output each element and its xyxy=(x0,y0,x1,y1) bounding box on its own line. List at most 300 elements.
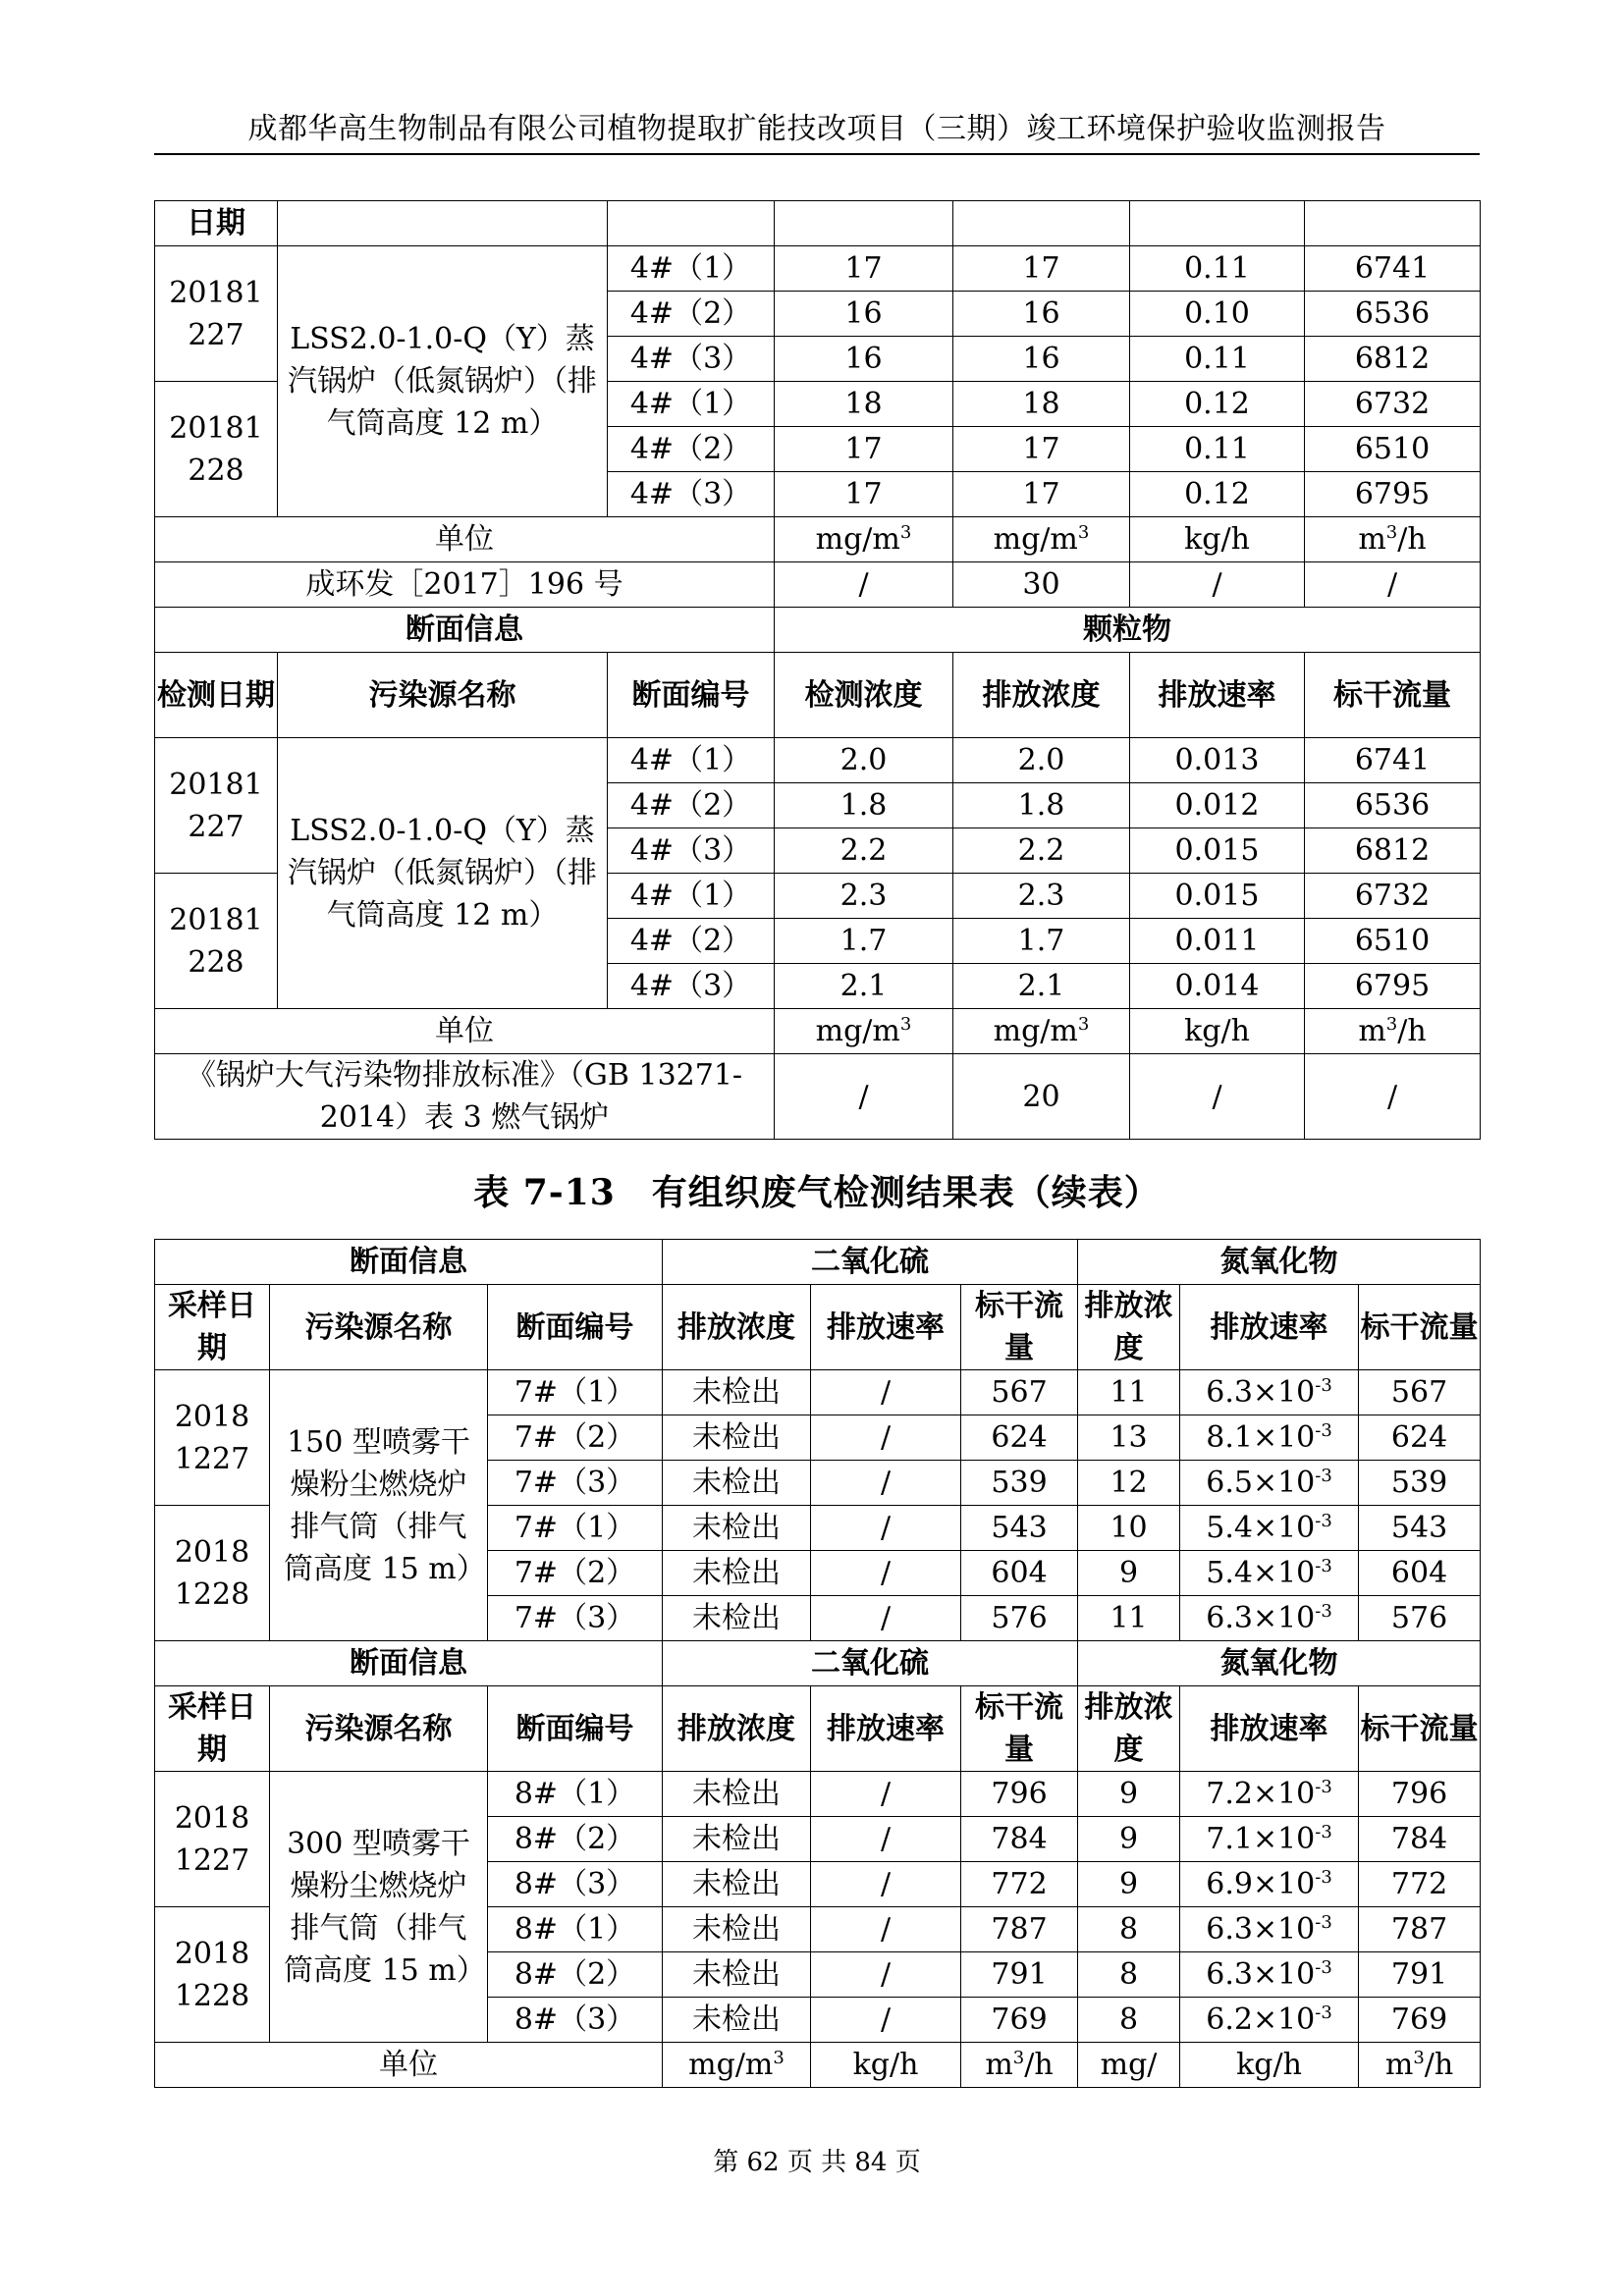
value-cell: 0.015 xyxy=(1130,874,1305,919)
so2-header: 二氧化硫 xyxy=(663,1240,1078,1285)
value-cell: 8 xyxy=(1078,1952,1180,1998)
date-line: 227 xyxy=(188,809,244,844)
table-row xyxy=(155,246,1481,292)
value-cell: 6510 xyxy=(1305,427,1481,472)
value-cell: 576 xyxy=(1359,1596,1481,1641)
unit-sup: 3 xyxy=(1413,2048,1425,2068)
value-cell: / xyxy=(811,1952,961,1998)
date-line: 1228 xyxy=(174,1576,250,1612)
date-line: 227 xyxy=(188,317,244,352)
date-cell xyxy=(155,246,278,382)
date-cell xyxy=(155,1907,270,2043)
value-cell xyxy=(1180,1952,1359,1998)
section-info-header: 断面信息 xyxy=(155,1641,663,1686)
standard-value: / xyxy=(1305,562,1481,608)
unit-row xyxy=(155,517,1481,562)
value-cell: 539 xyxy=(961,1461,1078,1506)
value-cell xyxy=(1180,1862,1359,1907)
unit-cell xyxy=(775,1009,953,1054)
date-cell xyxy=(155,1506,270,1641)
date-line: 228 xyxy=(188,944,244,980)
value-cell: 604 xyxy=(1359,1551,1481,1596)
value-cell: 16 xyxy=(775,292,953,337)
so2-header: 二氧化硫 xyxy=(663,1641,1078,1686)
rate-exp: -3 xyxy=(1315,1867,1332,1888)
value-cell: 未检出 xyxy=(663,1952,811,1998)
unit-text: m xyxy=(985,2048,1013,2082)
value-cell: 2.3 xyxy=(953,874,1130,919)
rate-base: 8.1×10 xyxy=(1206,1420,1316,1455)
value-cell: / xyxy=(811,1551,961,1596)
unit-sup: 3 xyxy=(1077,1014,1090,1035)
value-cell: 787 xyxy=(961,1907,1078,1952)
value-cell: 784 xyxy=(1359,1817,1481,1862)
value-cell: 6536 xyxy=(1305,292,1481,337)
unit-text: /h xyxy=(1397,522,1427,557)
col-section: 断面编号 xyxy=(608,653,775,738)
value-cell: 787 xyxy=(1359,1907,1481,1952)
section-header-row xyxy=(155,1641,1481,1686)
value-cell: / xyxy=(811,1506,961,1551)
col-date: 采样日期 xyxy=(155,1285,270,1370)
rate-base: 6.9×10 xyxy=(1206,1867,1316,1901)
date-line: 20181 xyxy=(169,275,263,310)
value-cell: 0.015 xyxy=(1130,828,1305,874)
value-cell: 543 xyxy=(961,1506,1078,1551)
unit-cell: mg/ xyxy=(1078,2043,1180,2088)
rate-exp: -3 xyxy=(1315,1912,1332,1933)
value-cell: 2.2 xyxy=(953,828,1130,874)
page-footer: 第 62 页 共 84 页 xyxy=(713,2148,921,2177)
date-line: 1227 xyxy=(174,1842,250,1878)
rate-exp: -3 xyxy=(1315,1375,1332,1396)
value-cell: 13 xyxy=(1078,1415,1180,1461)
nox-header: 氮氧化物 xyxy=(1078,1240,1481,1285)
value-cell: 10 xyxy=(1078,1506,1180,1551)
value-cell: 0.11 xyxy=(1130,427,1305,472)
standard-value: / xyxy=(1305,1054,1481,1140)
unit-cell xyxy=(1305,517,1481,562)
value-cell: 17 xyxy=(775,472,953,517)
value-cell: 0.011 xyxy=(1130,919,1305,964)
value-cell: 624 xyxy=(1359,1415,1481,1461)
value-cell: 未检出 xyxy=(663,1772,811,1817)
value-cell xyxy=(1180,1998,1359,2043)
emission-table-dryer xyxy=(154,1239,1481,2088)
value-cell: / xyxy=(811,1998,961,2043)
standard-row xyxy=(155,562,1481,608)
value-cell: 16 xyxy=(953,292,1130,337)
nox-header: 氮氧化物 xyxy=(1078,1641,1481,1686)
date-cell xyxy=(155,738,278,874)
rate-base: 6.2×10 xyxy=(1206,2002,1316,2037)
source-name-cell: 150 型喷雾干燥粉尘燃烧炉排气筒（排气筒高度 15 m） xyxy=(270,1370,488,1641)
section-info-header: 断面信息 xyxy=(155,608,775,653)
value-cell xyxy=(1180,1551,1359,1596)
rate-base: 6.5×10 xyxy=(1206,1466,1316,1500)
value-cell: 2.0 xyxy=(953,738,1130,783)
unit-text: /h xyxy=(1424,2048,1454,2082)
col-emission-rate: 排放速率 xyxy=(1130,653,1305,738)
unit-text: mg/m xyxy=(688,2048,774,2082)
unit-cell xyxy=(1305,1009,1481,1054)
value-cell: 772 xyxy=(961,1862,1078,1907)
emission-table-boiler xyxy=(154,200,1481,1140)
value-cell: 539 xyxy=(1359,1461,1481,1506)
unit-text: m xyxy=(1358,522,1386,557)
value-cell: 6510 xyxy=(1305,919,1481,964)
section-cell: 8#（1） xyxy=(488,1907,663,1952)
section-cell: 4#（3） xyxy=(608,337,775,382)
value-cell: / xyxy=(811,1596,961,1641)
col-source: 污染源名称 xyxy=(278,653,608,738)
date-cell xyxy=(155,874,278,1009)
value-cell: 2.1 xyxy=(953,964,1130,1009)
col-nox-rate: 排放速率 xyxy=(1180,1285,1359,1370)
value-cell: 12 xyxy=(1078,1461,1180,1506)
value-cell: 未检出 xyxy=(663,1596,811,1641)
column-header-row xyxy=(155,653,1481,738)
value-cell: 784 xyxy=(961,1817,1078,1862)
value-cell xyxy=(1180,1506,1359,1551)
value-cell: 8 xyxy=(1078,1907,1180,1952)
standard-label: 《锅炉大气污染物排放标准》（GB 13271-2014）表 3 燃气锅炉 xyxy=(155,1054,775,1140)
value-cell: 11 xyxy=(1078,1596,1180,1641)
value-cell: 17 xyxy=(953,427,1130,472)
value-cell: 796 xyxy=(961,1772,1078,1817)
col-source: 污染源名称 xyxy=(270,1686,488,1772)
col-so2-flow: 标干流量 xyxy=(961,1686,1078,1772)
value-cell: 6795 xyxy=(1305,964,1481,1009)
table-row xyxy=(155,1370,1481,1415)
value-cell xyxy=(1180,1415,1359,1461)
value-cell: 0.11 xyxy=(1130,337,1305,382)
value-cell: 17 xyxy=(953,246,1130,292)
col-section: 断面编号 xyxy=(488,1285,663,1370)
unit-cell: kg/h xyxy=(811,2043,961,2088)
value-cell: 9 xyxy=(1078,1772,1180,1817)
column-header-row xyxy=(155,1285,1481,1370)
date-cell xyxy=(155,382,278,517)
unit-cell xyxy=(953,517,1130,562)
value-cell: 0.012 xyxy=(1130,783,1305,828)
rate-base: 7.2×10 xyxy=(1206,1777,1316,1811)
value-cell: 未检出 xyxy=(663,1817,811,1862)
value-cell: 576 xyxy=(961,1596,1078,1641)
unit-label: 单位 xyxy=(155,517,775,562)
unit-text: mg/m xyxy=(993,522,1078,557)
unit-cell: kg/h xyxy=(1130,517,1305,562)
col-flow: 标干流量 xyxy=(1305,653,1481,738)
section-cell: 7#（3） xyxy=(488,1596,663,1641)
value-cell: 772 xyxy=(1359,1862,1481,1907)
value-cell: 6795 xyxy=(1305,472,1481,517)
value-cell: 769 xyxy=(1359,1998,1481,2043)
section-cell: 4#（3） xyxy=(608,828,775,874)
value-cell: 567 xyxy=(961,1370,1078,1415)
value-cell: 18 xyxy=(953,382,1130,427)
value-cell: 16 xyxy=(953,337,1130,382)
unit-cell xyxy=(961,2043,1078,2088)
pollutant-header: 颗粒物 xyxy=(775,608,1481,653)
date-label-cell: 日期 xyxy=(155,201,278,246)
unit-sup: 3 xyxy=(1385,522,1398,543)
section-header-row xyxy=(155,1240,1481,1285)
value-cell: 2.1 xyxy=(775,964,953,1009)
section-cell: 7#（3） xyxy=(488,1461,663,1506)
col-nox-flow: 标干流量 xyxy=(1359,1686,1481,1772)
value-cell: 6536 xyxy=(1305,783,1481,828)
section-cell: 4#（1） xyxy=(608,246,775,292)
col-date: 采样日期 xyxy=(155,1686,270,1772)
section-cell: 8#（2） xyxy=(488,1952,663,1998)
value-cell: 0.10 xyxy=(1130,292,1305,337)
unit-sup: 3 xyxy=(1077,522,1090,543)
unit-text: /h xyxy=(1397,1014,1427,1048)
value-cell: 0.013 xyxy=(1130,738,1305,783)
rate-base: 6.3×10 xyxy=(1206,1957,1316,1992)
unit-sup: 3 xyxy=(899,522,912,543)
value-cell: 1.8 xyxy=(953,783,1130,828)
value-cell: 2.2 xyxy=(775,828,953,874)
table-row xyxy=(155,738,1481,783)
col-source: 污染源名称 xyxy=(270,1285,488,1370)
value-cell: 6741 xyxy=(1305,738,1481,783)
col-nox-flow: 标干流量 xyxy=(1359,1285,1481,1370)
value-cell: 6812 xyxy=(1305,337,1481,382)
standard-row xyxy=(155,1054,1481,1140)
standard-value: 20 xyxy=(953,1054,1130,1140)
value-cell: 791 xyxy=(961,1952,1078,1998)
value-cell: 8 xyxy=(1078,1998,1180,2043)
value-cell: 11 xyxy=(1078,1370,1180,1415)
section-cell: 4#（2） xyxy=(608,783,775,828)
value-cell: 1.8 xyxy=(775,783,953,828)
header-rule xyxy=(154,153,1480,155)
date-line: 20181 xyxy=(169,410,263,446)
value-cell: 未检出 xyxy=(663,1415,811,1461)
unit-cell xyxy=(775,517,953,562)
value-cell: 0.12 xyxy=(1130,472,1305,517)
source-name-cell: 300 型喷雾干燥粉尘燃烧炉排气筒（排气筒高度 15 m） xyxy=(270,1772,488,2043)
unit-sup: 3 xyxy=(899,1014,912,1035)
unit-label: 单位 xyxy=(155,2043,663,2088)
date-line: 20181 xyxy=(169,902,263,937)
unit-text: m xyxy=(1384,2048,1414,2082)
value-cell: 604 xyxy=(961,1551,1078,1596)
rate-exp: -3 xyxy=(1315,1822,1332,1842)
section-cell: 4#（2） xyxy=(608,427,775,472)
value-cell xyxy=(1180,1596,1359,1641)
value-cell xyxy=(1180,1772,1359,1817)
section-cell: 8#（1） xyxy=(488,1772,663,1817)
col-emission-conc: 排放浓度 xyxy=(953,653,1130,738)
rate-base: 6.3×10 xyxy=(1206,1375,1316,1410)
section-cell: 8#（3） xyxy=(488,1862,663,1907)
rate-base: 5.4×10 xyxy=(1206,1556,1316,1590)
unit-cell xyxy=(953,1009,1130,1054)
value-cell: 791 xyxy=(1359,1952,1481,1998)
value-cell: 567 xyxy=(1359,1370,1481,1415)
unit-label: 单位 xyxy=(155,1009,775,1054)
section-cell: 7#（1） xyxy=(488,1506,663,1551)
table-caption: 表 7-13 有组织废气检测结果表（续表） xyxy=(473,1172,1161,1213)
section-header-row xyxy=(155,608,1481,653)
value-cell: 0.014 xyxy=(1130,964,1305,1009)
unit-sup: 3 xyxy=(1012,2048,1025,2068)
value-cell: / xyxy=(811,1461,961,1506)
value-cell: 未检出 xyxy=(663,1551,811,1596)
date-line: 1228 xyxy=(174,1978,250,2013)
rate-exp: -3 xyxy=(1315,1466,1332,1486)
unit-text: mg/m xyxy=(993,1014,1078,1048)
unit-row xyxy=(155,1009,1481,1054)
date-line: 20181 xyxy=(169,767,263,802)
section-cell: 8#（3） xyxy=(488,1998,663,2043)
col-so2-rate: 排放速率 xyxy=(811,1285,961,1370)
value-cell: 2.3 xyxy=(775,874,953,919)
value-cell: 6732 xyxy=(1305,382,1481,427)
value-cell: 未检出 xyxy=(663,1370,811,1415)
rate-base: 7.1×10 xyxy=(1206,1822,1316,1856)
unit-sup: 3 xyxy=(773,2048,785,2068)
date-line: 2018 xyxy=(174,1936,250,1971)
col-date: 检测日期 xyxy=(155,653,278,738)
value-cell: 543 xyxy=(1359,1506,1481,1551)
standard-value: 30 xyxy=(953,562,1130,608)
section-cell: 4#（1） xyxy=(608,874,775,919)
table-row xyxy=(155,201,1481,246)
col-so2-rate: 排放速率 xyxy=(811,1686,961,1772)
date-cell xyxy=(155,1772,270,1907)
rate-base: 5.4×10 xyxy=(1206,1511,1316,1545)
col-so2-conc: 排放浓度 xyxy=(663,1285,811,1370)
col-so2-flow: 标干流量 xyxy=(961,1285,1078,1370)
value-cell xyxy=(1180,1370,1359,1415)
section-cell: 7#（2） xyxy=(488,1415,663,1461)
unit-text: /h xyxy=(1024,2048,1054,2082)
unit-sup: 3 xyxy=(1385,1014,1398,1035)
unit-text: m xyxy=(1358,1014,1386,1048)
value-cell: / xyxy=(811,1772,961,1817)
col-so2-conc: 排放浓度 xyxy=(663,1686,811,1772)
standard-value: / xyxy=(1130,1054,1305,1140)
unit-text: mg/m xyxy=(815,522,900,557)
value-cell: 0.11 xyxy=(1130,246,1305,292)
section-cell: 7#（2） xyxy=(488,1551,663,1596)
section-cell: 4#（1） xyxy=(608,738,775,783)
section-cell: 4#（2） xyxy=(608,919,775,964)
col-measured-conc: 检测浓度 xyxy=(775,653,953,738)
value-cell: 1.7 xyxy=(953,919,1130,964)
section-cell: 7#（1） xyxy=(488,1370,663,1415)
rate-exp: -3 xyxy=(1315,1957,1332,1978)
value-cell: 未检出 xyxy=(663,1461,811,1506)
value-cell: 未检出 xyxy=(663,1862,811,1907)
standard-label: 成环发［2017］196 号 xyxy=(155,562,775,608)
value-cell: 9 xyxy=(1078,1551,1180,1596)
rate-base: 6.3×10 xyxy=(1206,1912,1316,1947)
value-cell: / xyxy=(811,1370,961,1415)
standard-value: / xyxy=(775,562,953,608)
value-cell: 未检出 xyxy=(663,1506,811,1551)
value-cell: / xyxy=(811,1862,961,1907)
rate-base: 6.3×10 xyxy=(1206,1601,1316,1635)
value-cell: 6812 xyxy=(1305,828,1481,874)
value-cell: 0.12 xyxy=(1130,382,1305,427)
value-cell xyxy=(1180,1817,1359,1862)
col-nox-rate: 排放速率 xyxy=(1180,1686,1359,1772)
rate-exp: -3 xyxy=(1315,1556,1332,1576)
value-cell: 6741 xyxy=(1305,246,1481,292)
value-cell: 未检出 xyxy=(663,1907,811,1952)
date-cell xyxy=(155,1370,270,1506)
page-header: 成都华高生物制品有限公司植物提取扩能技改项目（三期）竣工环境保护验收监测报告 xyxy=(247,112,1386,146)
rate-exp: -3 xyxy=(1315,1511,1332,1531)
value-cell: 17 xyxy=(775,427,953,472)
value-cell: 2.0 xyxy=(775,738,953,783)
value-cell: 18 xyxy=(775,382,953,427)
value-cell: / xyxy=(811,1817,961,1862)
value-cell: 1.7 xyxy=(775,919,953,964)
value-cell: 未检出 xyxy=(663,1998,811,2043)
unit-cell: kg/h xyxy=(1130,1009,1305,1054)
section-cell: 4#（3） xyxy=(608,472,775,517)
rate-exp: -3 xyxy=(1315,1601,1332,1622)
section-cell: 8#（2） xyxy=(488,1817,663,1862)
unit-cell xyxy=(1359,2043,1481,2088)
unit-cell xyxy=(663,2043,811,2088)
value-cell: 9 xyxy=(1078,1862,1180,1907)
date-line: 1227 xyxy=(174,1441,250,1476)
value-cell xyxy=(1180,1461,1359,1506)
col-nox-conc: 排放浓度 xyxy=(1078,1285,1180,1370)
value-cell: / xyxy=(811,1907,961,1952)
col-section: 断面编号 xyxy=(488,1686,663,1772)
rate-exp: -3 xyxy=(1315,2002,1332,2023)
col-nox-conc: 排放浓度 xyxy=(1078,1686,1180,1772)
source-name-cell: LSS2.0-1.0-Q（Y）蒸汽锅炉（低氮锅炉）（排气筒高度 12 m） xyxy=(278,246,608,517)
section-cell: 4#（1） xyxy=(608,382,775,427)
value-cell: 17 xyxy=(775,246,953,292)
source-name-cell: LSS2.0-1.0-Q（Y）蒸汽锅炉（低氮锅炉）（排气筒高度 12 m） xyxy=(278,738,608,1009)
value-cell: 9 xyxy=(1078,1817,1180,1862)
date-line: 228 xyxy=(188,453,244,488)
value-cell: 6732 xyxy=(1305,874,1481,919)
standard-value: / xyxy=(775,1054,953,1140)
standard-value: / xyxy=(1130,562,1305,608)
value-cell: 769 xyxy=(961,1998,1078,2043)
rate-exp: -3 xyxy=(1315,1777,1332,1797)
column-header-row xyxy=(155,1686,1481,1772)
unit-row xyxy=(155,2043,1481,2088)
value-cell: 796 xyxy=(1359,1772,1481,1817)
table-row xyxy=(155,1772,1481,1817)
unit-cell: kg/h xyxy=(1180,2043,1359,2088)
rate-exp: -3 xyxy=(1315,1420,1332,1441)
date-line: 2018 xyxy=(174,1399,250,1434)
value-cell: 624 xyxy=(961,1415,1078,1461)
unit-text: mg/m xyxy=(815,1014,900,1048)
section-cell: 4#（3） xyxy=(608,964,775,1009)
section-cell: 4#（2） xyxy=(608,292,775,337)
section-info-header: 断面信息 xyxy=(155,1240,663,1285)
value-cell xyxy=(1180,1907,1359,1952)
value-cell: 16 xyxy=(775,337,953,382)
value-cell: 17 xyxy=(953,472,1130,517)
value-cell: / xyxy=(811,1415,961,1461)
date-line: 2018 xyxy=(174,1534,250,1570)
